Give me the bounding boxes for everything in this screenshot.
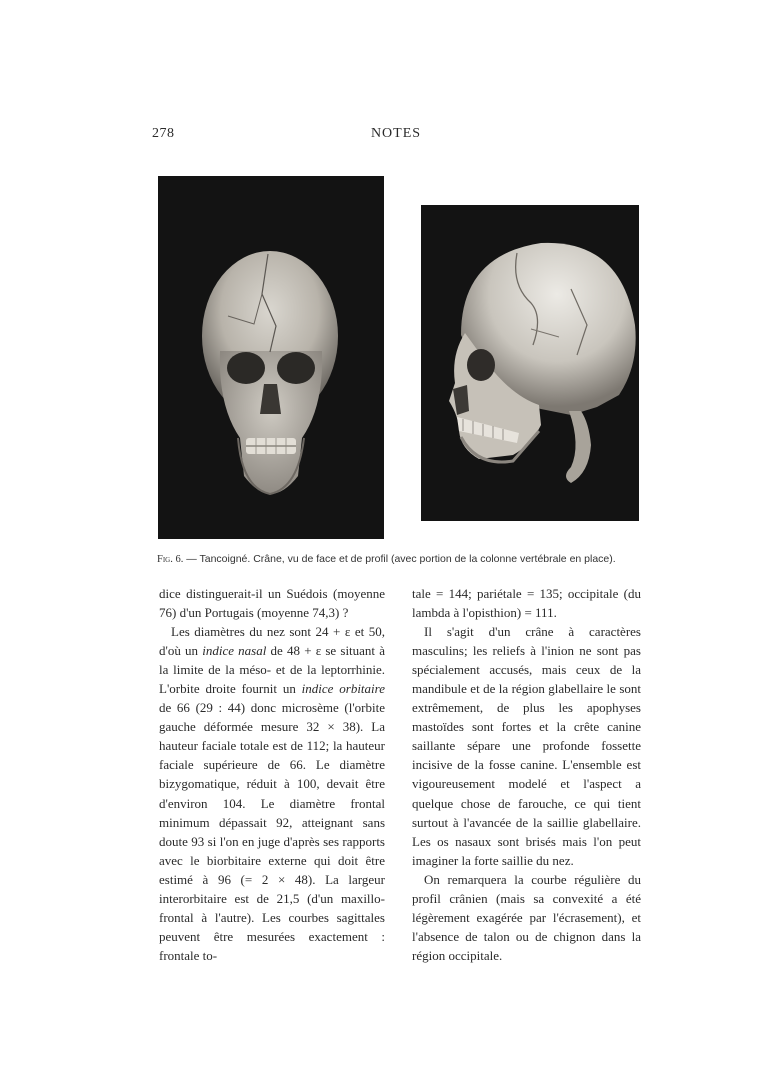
term-indice-nasal: indice nasal [202,643,267,659]
paragraph: Il s'agit d'un crâne à caractères masculins; les reliefs à l'inion ne sont pas spécialement accusés, mais ceux de la mandibule et de la région glabellaire le sont extrêmement, de plus les apophyses mastoïdes sont fortes et la crête canine saillante sépare une profonde fossette incisive de la fosse canine. L'ensemble est vigoureusement modelé et l'aspect a quelque chose de farouche, ce qui tient surtout à l'avancée de la saillie glabellaire. Les os nasaux sont brisés mais l'on peut imaginer la forte saillie du nez. [412,624,641,868]
figure-caption [157,553,643,565]
term-indice-orbitaire: indice orbitaire [301,681,385,697]
right-text-column [412,584,641,965]
running-head: NOTES [370,126,422,141]
left-text-column [159,584,385,965]
paragraph: tale = 144; pariétale = 135; occipitale (du lambda à l'opisthion) = 111. [412,586,641,621]
skull-profile-illustration [421,205,639,521]
skull-front-illustration [158,176,384,539]
page-header [152,126,640,146]
figure-skull-profile-photo [421,205,639,521]
paragraph: On remarquera la courbe régulière du profil crânien (mais sa convexité a été légèrement exagérée par l'écrasement), et l'absence de talon ou de chignon dans la région occipitale. [412,871,641,963]
figure-skull-front-photo [158,176,384,539]
page-number: 278 [152,126,175,141]
paragraph: dice distinguerait-il un Suédois (moyenne 76) d'un Portugais (moyenne 74,3) ? [159,586,385,621]
figure-label: Fig. 6. [157,554,184,565]
caption-text: — Tancoigné. Crâne, vu de face et de profil (avec portion de la colonne vertébrale en place). [183,553,616,565]
paragraph: Les diamètres du nez sont 24 + ε et 50, d'où un indice nasal de 48 + ε se situant à la limite de la méso- et de la leptorrhinie. L'orbite droite fournit un indice orbitaire de 66 (29 : 44) donc microsème (l'orbite gauche déformée mesure 32 × 38). La hauteur faciale totale est de 112; la hauteur faciale supérieure de 66. Le diamètre bizygomatique, réduit à 100, devait être d'environ 104. Le diamètre frontal minimum dépassait 92, atteignant sans doute 93 si l'on en juge d'après ses rapports avec le biorbitaire externe qui doit être estimé à 96 (= 2 × 48). La largeur interorbitaire est de 21,5 (d'un maxillo-frontal à l'autre). Les courbes sagittales peuvent être mesurées exactement : frontale to- [159,624,386,963]
